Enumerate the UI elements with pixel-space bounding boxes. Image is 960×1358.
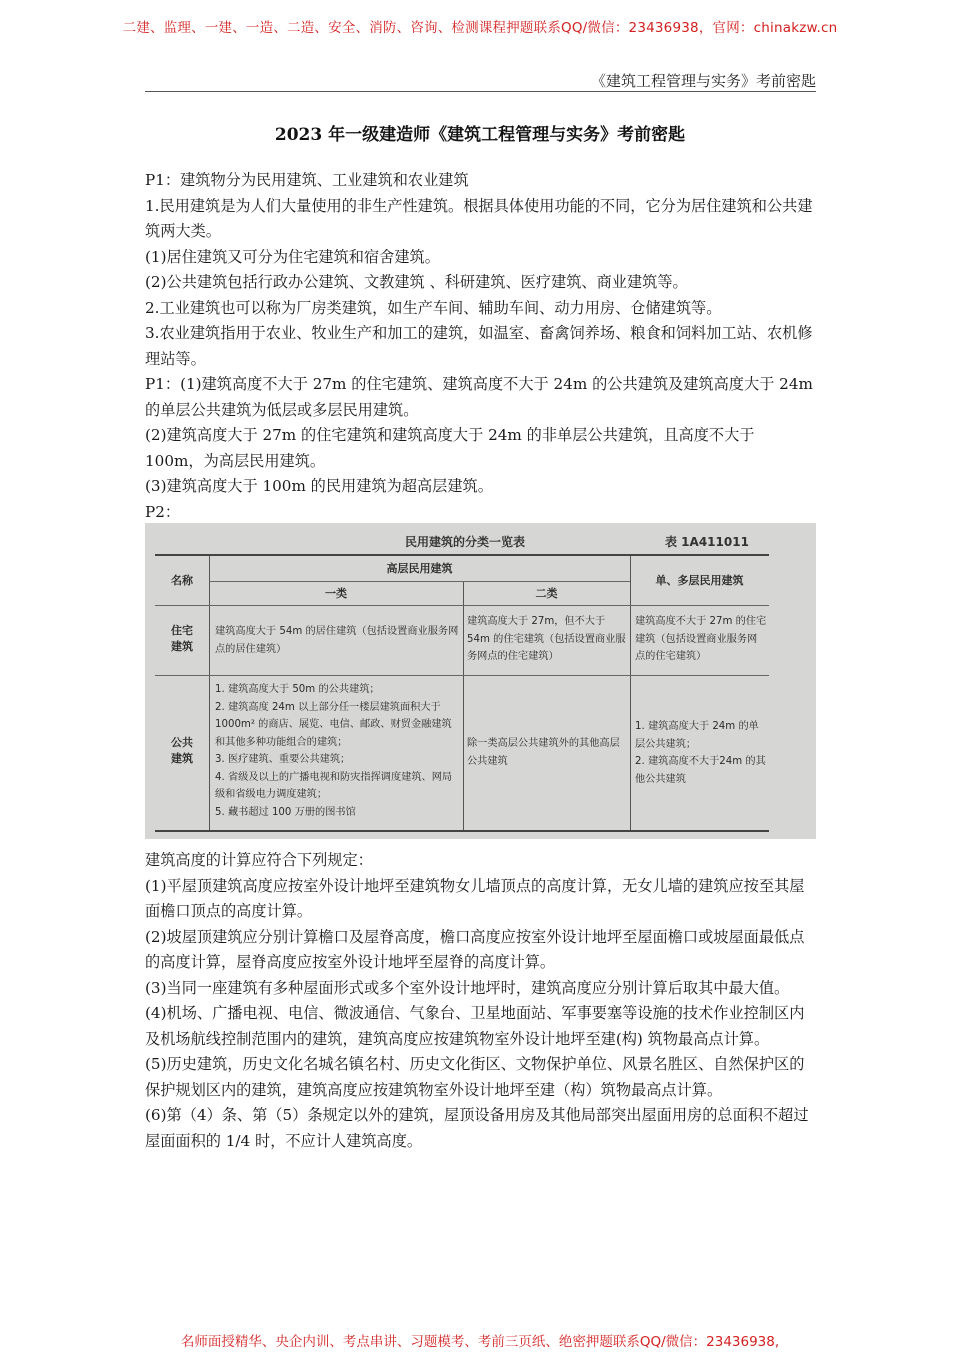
list-item: 3. 医疗建筑、重要公共建筑；: [215, 754, 351, 765]
paragraph: (1)居住建筑又可分为住宅建筑和宿舍建筑。: [145, 247, 440, 266]
list-item: 5. 藏书超过 100 万册的图书馆: [215, 806, 356, 818]
paragraph: (2)公共建筑包括行政办公建筑、文教建筑 、科研建筑、医疗建筑、商业建筑等。: [145, 273, 688, 291]
header-low-multi: 单、多层民用建筑: [655, 574, 744, 587]
paragraph: (6)第（4）条、第（5）条规定以外的建筑，屋顶设备用房及其他局部突出屋面用房的总面积不超过屋面面积的 1/4 时，不应计人建筑高度。: [145, 1106, 809, 1150]
header-rule: [145, 91, 816, 92]
header-high-rise: 高层民用建筑: [386, 562, 453, 575]
residential-class-1: 建筑高度大于 54m 的居住建筑（包括设置商业服务网点的居住建筑）: [215, 626, 459, 655]
top-promo-banner: 二建、监理、一建、一造、二造、安全、消防、咨询、检测课程押题联系QQ/微信：23436938，官网：chinakzw.cn: [122, 20, 838, 36]
table-hline: [155, 675, 769, 676]
paragraph: (1)平屋顶建筑高度应按室外设计地坪至建筑物女儿墙顶点的高度计算，无女儿墙的建筑应按至其屋面檐口顶点的高度计算。: [145, 876, 805, 920]
table-caption: 民用建筑的分类一览表: [404, 535, 525, 549]
paragraph: (3)当同一座建筑有多种屋面形式或多个室外设计地坪时，建筑高度应分别计算后取其中最大值。: [145, 978, 790, 997]
paragraph: 3.农业建筑指用于农业、牧业生产和加工的建筑，如温室、畜禽饲养场、粮食和饲料加工站、农机修理站等。: [145, 324, 813, 368]
table-bottom-rule: [155, 830, 769, 832]
table-vline: [630, 556, 631, 830]
header-class-2: 二类: [535, 587, 558, 600]
paragraph: 1.民用建筑是为人们大量使用的非生产性建筑。根据具体使用功能的不同，它分为居住建筑和公共建筑两大类。: [145, 196, 813, 240]
page-title: 2023 年一级建造师《建筑工程管理与实务》考前密匙: [274, 125, 686, 145]
paragraph: 建筑高度的计算应符合下列规定：: [145, 851, 373, 869]
paragraph: P1：(1)建筑高度不大于 27m 的住宅建筑、建筑高度不大于 24m 的公共建筑及建筑高度大于 24m 的单层公共建筑为低层或多层民用建筑。: [145, 375, 813, 419]
paragraph: P1：建筑物分为民用建筑、工业建筑和农业建筑: [145, 171, 469, 189]
header-class-1: 一类: [325, 587, 347, 600]
bottom-promo-banner: 名师面授精华、央企内训、考点串讲、习题模考、考前三页纸、绝密押题联系QQ/微信：23436938,: [180, 1334, 780, 1350]
running-header: 《建筑工程管理与实务》考前密匙: [590, 72, 816, 90]
table-number: 表 1A411011: [665, 535, 749, 549]
table-hline: [155, 605, 769, 606]
paragraph: (2)坡屋顶建筑应分别计算檐口及屋脊高度，檐口高度应按室外设计地坪至屋面檐口或坡屋面最低点的高度计算，屋脊高度应按室外设计地坪至屋脊的高度计算。: [145, 927, 805, 971]
row-label-public: 公共建筑: [171, 736, 193, 765]
paragraph: (5)历史建筑，历史文化名城名镇名村、历史文化街区、文物保护单位、风景名胜区、自然保护区的保护规划区内的建筑，建筑高度应按建筑物室外设计地坪至建（构）筑物最高点计算。: [145, 1055, 805, 1099]
list-item: 2. 建筑高度不大于24m 的其他公共建筑: [635, 756, 766, 785]
residential-low: 建筑高度不大于 27m 的住宅建筑（包括设置商业服务网点的住宅建筑）: [635, 616, 767, 662]
table-vline: [463, 581, 464, 830]
list-item: 4. 省级及以上的广播电视和防灾指挥调度建筑、网局级和省级电力调度建筑；: [215, 771, 453, 800]
paragraph: (2)建筑高度大于 27m 的住宅建筑和建筑高度大于 24m 的非单层公共建筑，且高度不大于 100m，为高层民用建筑。: [145, 426, 755, 470]
residential-class-2: 建筑高度大于 27m，但不大于 54m 的住宅建筑（包括设置商业服务网点的住宅建筑）: [467, 616, 626, 662]
paragraph: (3)建筑高度大于 100m 的民用建筑为超高层建筑。: [145, 477, 493, 495]
row-label-residential: 住宅建筑: [171, 624, 193, 653]
body-bottom: [145, 848, 817, 1154]
list-item: 2. 建筑高度 24m 以上部分任一楼层建筑面积大于 1000m² 的商店、展览、电信、邮政、财贸金融建筑和其他多种功能组合的建筑；: [215, 701, 452, 748]
table-hline: [209, 581, 630, 582]
list-item: 1. 建筑高度大于 24m 的单层公共建筑；: [635, 721, 759, 750]
public-low-list: [635, 718, 767, 788]
table-top-rule: [155, 554, 769, 556]
public-class-2: 除一类高层公共建筑外的其他高层公共建筑: [467, 738, 620, 767]
classification-table: [145, 523, 816, 839]
paragraph: 2.工业建筑也可以称为厂房类建筑，如生产车间、辅助车间、动力用房、仓储建筑等。: [145, 298, 722, 317]
public-class-1-list: [215, 681, 459, 821]
paragraph: P2：: [145, 502, 181, 521]
list-item: 1. 建筑高度大于 50m 的公共建筑；: [215, 684, 380, 695]
paragraph: (4)机场、广播电视、电信、微波通信、气象台、卫星地面站、军事要塞等设施的技术作业控制区内及机场航线控制范围内的建筑，建筑高度应按建筑物室外设计地坪至建(构) 筑物最高点计算。: [145, 1004, 805, 1048]
body-top: [145, 168, 817, 525]
header-name: 名称: [171, 574, 193, 587]
